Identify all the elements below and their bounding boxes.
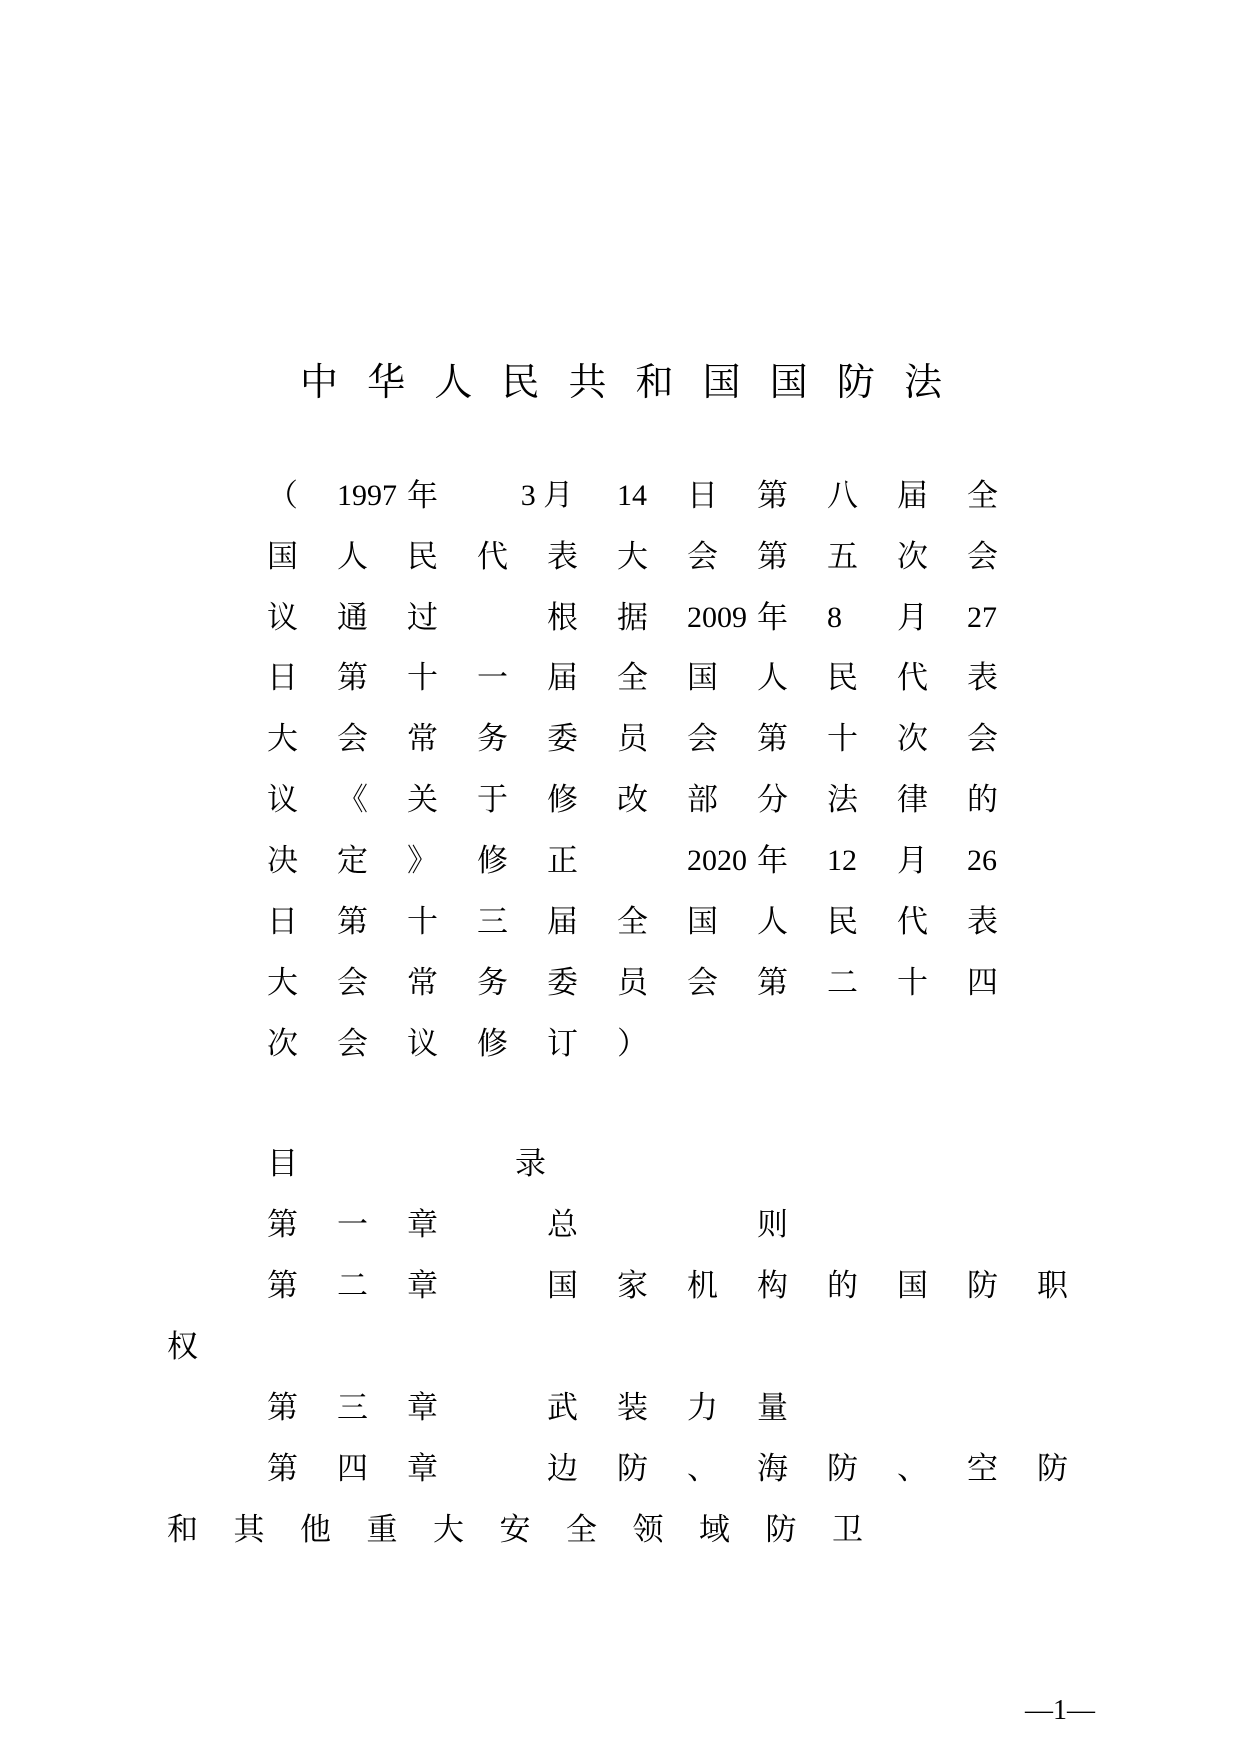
text-char: 年 [757, 843, 788, 879]
text-char: 于 [477, 782, 508, 818]
text-char: 8 [827, 601, 842, 634]
text-char: 代 [897, 660, 928, 696]
text-char: 安 [499, 1512, 531, 1548]
text-char: 机 [687, 1268, 718, 1304]
text-char: 订 [547, 1026, 578, 1062]
text-char: 据 [617, 600, 648, 636]
text-char: 会 [687, 539, 718, 575]
text-char: 国 [687, 660, 718, 696]
text-char: 第 [267, 1451, 298, 1487]
text-char: 27 [967, 601, 997, 634]
text-char: 构 [757, 1268, 788, 1304]
text-char: 届 [547, 660, 578, 696]
toc-heading [267, 1144, 585, 1184]
text-char: 三 [477, 904, 508, 940]
text-char: 人 [757, 660, 788, 696]
text-char: 防 [765, 1512, 797, 1548]
text-char: 1997 [337, 479, 397, 512]
text-char: 第 [757, 478, 788, 514]
text-char: 届 [547, 904, 578, 940]
text-char: 章 [407, 1207, 438, 1243]
text-char: 26 [967, 844, 997, 877]
text-char: 会 [687, 721, 718, 757]
toc-item-chapter-2-wrap[interactable] [167, 1327, 965, 1367]
toc-item-chapter-2[interactable] [267, 1266, 1107, 1306]
text-char: 正 [547, 843, 578, 879]
text-char: 大 [617, 539, 648, 575]
text-char: 民 [827, 904, 858, 940]
text-char: 2009 [687, 601, 747, 634]
text-char: 防 [967, 1268, 998, 1304]
text-char: 议 [267, 782, 298, 818]
text-char: 防 [617, 1451, 648, 1487]
text-char: 议 [267, 600, 298, 636]
toc-item-chapter-1[interactable] [267, 1205, 1107, 1245]
text-char: 权 [167, 1329, 198, 1365]
text-char: 次 [897, 539, 928, 575]
text-char: 边 [547, 1451, 578, 1487]
preface-line [267, 537, 1107, 577]
text-char: 修 [477, 843, 508, 879]
preface-line [267, 476, 1107, 516]
text-char: 力 [687, 1390, 718, 1426]
text-char: 、 [897, 1451, 928, 1487]
text-char: 会 [337, 721, 368, 757]
text-char: 》 [407, 843, 438, 879]
preface-line [267, 963, 1107, 1003]
text-char: 全 [566, 1512, 597, 1548]
preface-line [267, 598, 1107, 638]
text-char: 三 [337, 1390, 368, 1426]
text-char: 决 [267, 843, 298, 879]
text-char: 家 [617, 1268, 648, 1304]
text-char: 第 [757, 539, 788, 575]
text-char: 第 [337, 904, 368, 940]
text-char: 通 [337, 600, 368, 636]
text-char: 章 [407, 1390, 438, 1426]
text-char: 法 [903, 359, 942, 404]
text-char: 定 [337, 843, 368, 879]
preface-line [267, 902, 1107, 942]
text-char: 关 [407, 782, 438, 818]
text-char: 法 [827, 782, 858, 818]
text-char: 领 [632, 1512, 664, 1548]
text-char: 次 [897, 721, 928, 757]
text-char: 十 [827, 721, 858, 757]
text-char: 八 [827, 478, 858, 514]
text-char: 人 [434, 359, 473, 404]
text-char: 会 [687, 965, 718, 1001]
text-char: 国 [769, 359, 808, 404]
text-char: 二 [337, 1268, 368, 1304]
text-char: 会 [967, 721, 998, 757]
text-char: 防 [836, 359, 875, 404]
text-char: 过 [407, 600, 438, 636]
text-char: 务 [477, 721, 508, 757]
text-char: 次 [267, 1026, 298, 1062]
text-char: 日 [687, 478, 718, 514]
text-char: 年 [757, 600, 788, 636]
text-char: 国 [687, 904, 718, 940]
text-char: 12 [827, 844, 857, 877]
text-char: 和 [635, 359, 674, 404]
text-char: 第 [267, 1390, 298, 1426]
text-char: 表 [547, 539, 578, 575]
text-char: 四 [337, 1451, 368, 1487]
text-char: 量 [757, 1390, 788, 1426]
text-char: 职 [1037, 1268, 1068, 1304]
text-char: 防 [1037, 1451, 1068, 1487]
text-char: 十 [407, 904, 438, 940]
preface-line [267, 1024, 1107, 1064]
preface-line [267, 719, 1107, 759]
text-char: 大 [433, 1512, 464, 1548]
preface-line [267, 841, 1107, 881]
text-char: 域 [699, 1512, 730, 1548]
text-char: 月 [897, 843, 928, 879]
text-char: 日 [267, 904, 298, 940]
text-char: 第 [267, 1268, 298, 1304]
toc-item-chapter-4-wrap[interactable] [167, 1510, 965, 1550]
text-char: 卫 [832, 1512, 863, 1548]
text-char: 和 [167, 1512, 198, 1548]
text-char: 常 [407, 721, 438, 757]
text-char: 民 [501, 359, 540, 404]
text-char: 其 [233, 1512, 265, 1548]
text-char: 员 [617, 721, 648, 757]
text-char: 大 [267, 721, 298, 757]
toc-item-chapter-3[interactable] [267, 1388, 1107, 1428]
text-char: ） [617, 1026, 648, 1062]
text-char: 空 [967, 1451, 998, 1487]
text-char: 14 [617, 479, 647, 512]
page-number: —1— [1025, 1695, 1095, 1726]
text-char: 一 [477, 660, 508, 696]
text-char: 他 [300, 1512, 331, 1548]
text-char: 会 [967, 539, 998, 575]
text-char: 录 [515, 1146, 546, 1182]
document-title [300, 352, 942, 404]
text-char: 月 [897, 600, 928, 636]
text-char: 民 [827, 660, 858, 696]
text-char: 修 [477, 1026, 508, 1062]
text-char: 人 [757, 904, 788, 940]
text-char: 《 [337, 782, 368, 818]
text-char: 五 [827, 539, 858, 575]
text-char: 常 [407, 965, 438, 1001]
text-char: 目 [267, 1146, 298, 1182]
text-char: 全 [967, 478, 998, 514]
text-char: 十 [407, 660, 438, 696]
text-char: 2020 [687, 844, 747, 877]
text-char: 总 [547, 1207, 578, 1243]
text-char: 、 [687, 1451, 718, 1487]
text-char: 防 [827, 1451, 858, 1487]
text-char: 章 [407, 1268, 438, 1304]
text-char: 会 [337, 1026, 368, 1062]
preface-line [267, 780, 1107, 820]
text-char: 改 [617, 782, 648, 818]
text-char: 武 [547, 1390, 578, 1426]
text-char: 表 [967, 660, 998, 696]
text-char: 国 [702, 359, 741, 404]
text-char: 国 [897, 1268, 928, 1304]
text-char: 共 [568, 359, 607, 404]
text-char: 中 [300, 359, 339, 404]
text-char: 四 [967, 965, 998, 1001]
text-char: 代 [477, 539, 508, 575]
text-char: 第 [337, 660, 368, 696]
text-char: 委 [547, 965, 578, 1001]
text-char: 民 [407, 539, 438, 575]
text-char: 章 [407, 1451, 438, 1487]
text-char: 修 [547, 782, 578, 818]
text-char: 人 [337, 539, 368, 575]
text-char: 国 [547, 1268, 578, 1304]
text-char: 部 [687, 782, 718, 818]
text-char: 分 [757, 782, 788, 818]
text-char: 则 [757, 1207, 788, 1243]
text-char: 议 [407, 1026, 438, 1062]
text-char: 3 月 [520, 479, 574, 512]
text-char: 一 [337, 1207, 368, 1243]
text-char: 第 [757, 721, 788, 757]
text-char: 全 [617, 660, 648, 696]
text-char: 的 [967, 782, 998, 818]
text-char: 律 [897, 782, 928, 818]
text-char: 日 [267, 660, 298, 696]
text-char: 的 [827, 1268, 858, 1304]
text-char: 员 [617, 965, 648, 1001]
text-char: 年 [407, 478, 438, 514]
preface-line [267, 658, 1107, 698]
text-char: 届 [897, 478, 928, 514]
text-char: 二 [827, 965, 858, 1001]
text-char: 根 [547, 600, 578, 636]
text-char: 华 [367, 359, 406, 404]
text-char: 国 [267, 539, 298, 575]
text-char: 海 [757, 1451, 788, 1487]
text-char: 大 [267, 965, 298, 1001]
text-char: 全 [617, 904, 648, 940]
text-char: 会 [337, 965, 368, 1001]
toc-item-chapter-4[interactable] [267, 1449, 1107, 1489]
text-char: 委 [547, 721, 578, 757]
text-char: 表 [967, 904, 998, 940]
text-char: 代 [897, 904, 928, 940]
text-char: 务 [477, 965, 508, 1001]
text-char: 十 [897, 965, 928, 1001]
text-char: 第 [267, 1207, 298, 1243]
text-char: 第 [757, 965, 788, 1001]
text-char: 装 [617, 1390, 648, 1426]
text-char: （ [267, 478, 298, 514]
text-char: 重 [366, 1512, 398, 1548]
